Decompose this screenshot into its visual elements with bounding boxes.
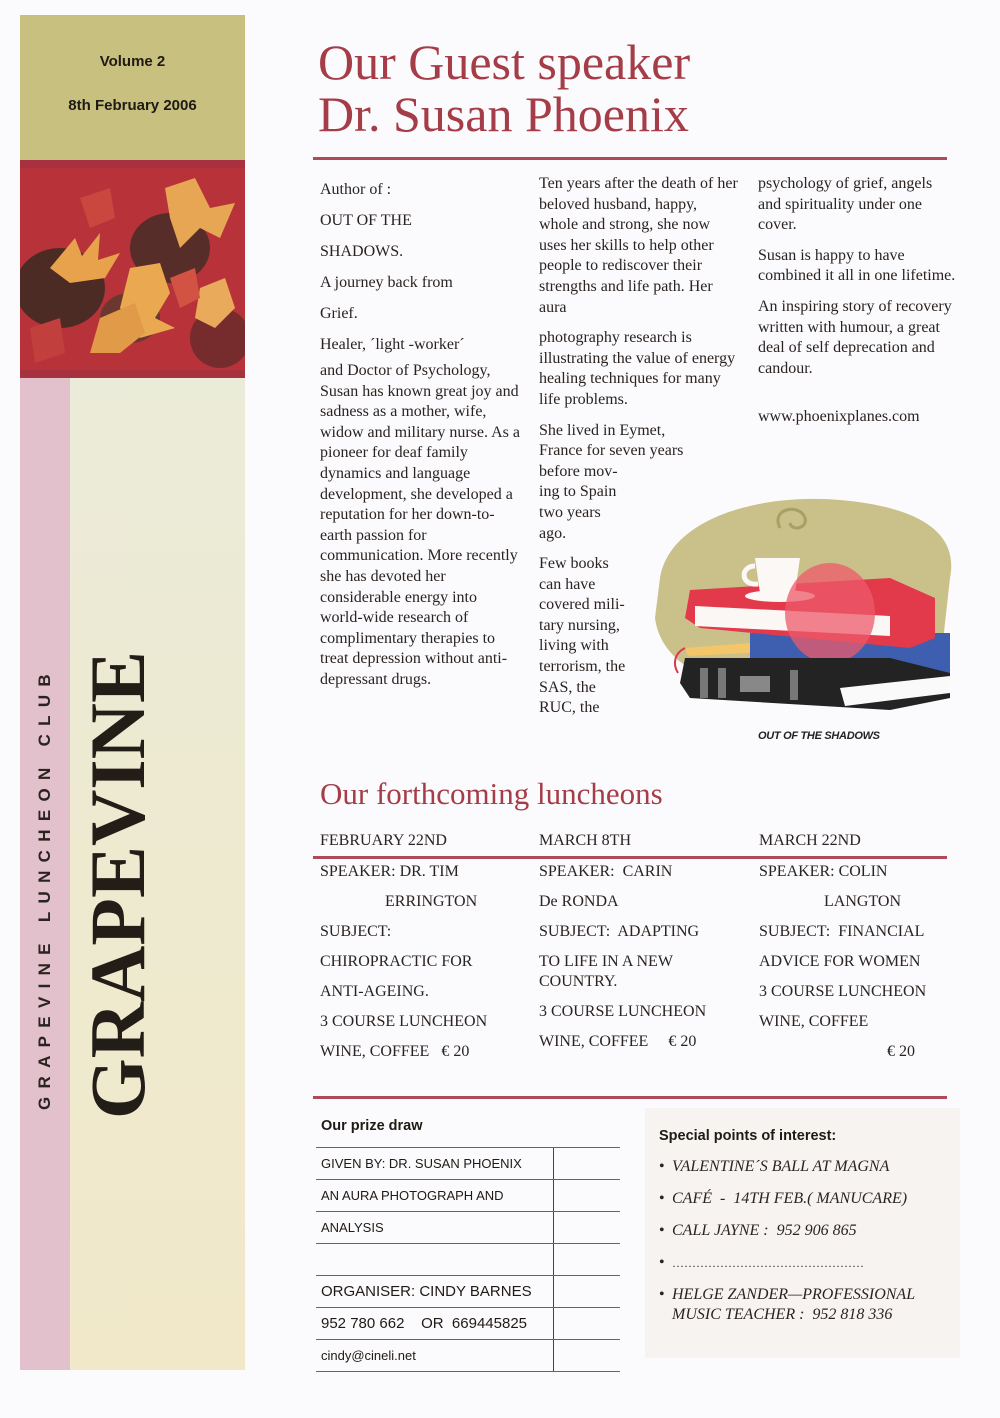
headline-line-1: Our Guest speaker	[318, 34, 691, 90]
issue-date: 8th February 2006	[68, 97, 197, 114]
luncheons-heading: Our forthcoming luncheons	[320, 776, 663, 811]
article-paragraph: An inspiring story of recovery written with humour, a great deal of self deprecation and candour.	[758, 297, 952, 377]
special-points-heading: Special points of interest:	[659, 1128, 837, 1144]
bullet-icon: •	[659, 1286, 665, 1303]
table-row: ANALYSIS	[316, 1212, 620, 1244]
page-title	[318, 36, 690, 140]
article-column-1	[320, 174, 520, 701]
event-date: MARCH 22ND	[759, 832, 861, 849]
event-card-feb-22: SPEAKER: DR. TIM ERRINGTON SUBJECT: CHIROPRACTIC FOR ANTI-AGEING. 3 COURSE LUNCHEON WINE, COFFEE € 20	[320, 863, 488, 1060]
event-card-mar-8: SPEAKER: CARIN De RONDA SUBJECT: ADAPTING TO LIFE IN A NEW COUNTRY. 3 COURSE LUNCHEON WINE, COFFEE € 20	[539, 863, 707, 1050]
list-item: • …………………………………………	[659, 1254, 864, 1271]
table-row: GIVEN BY: DR. SUSAN PHOENIX	[316, 1148, 620, 1180]
bio-paragraph: and Doctor of Psychology, Susan has known great joy and sadness as a mother, wife, widow and military nurse. As a pioneer for deaf family dynamics and language development, she developed a reputation for her down-to-earth passion for communication. More recently she has devoted her considerable energy into world-wide research of complimentary therapies to treat depression without anti-depressant drugs.	[320, 362, 520, 688]
event-card-mar-22: SPEAKER: COLIN LANGTON SUBJECT: FINANCIAL ADVICE FOR WOMEN 3 COURSE LUNCHEON WINE, COFFEE € 20	[759, 863, 927, 1060]
author-of-label: Author of :	[320, 181, 392, 198]
organiser-email[interactable]: cindy@cineli.net	[316, 1340, 554, 1372]
list-item: • HELGE ZANDER—PROFESSIONAL MUSIC TEACHER : 952 818 336	[659, 1286, 919, 1323]
book-title-line-2: SHADOWS.	[320, 243, 404, 260]
table-row	[316, 1244, 620, 1276]
prize-draw-table	[316, 1147, 620, 1372]
bullet-icon: •	[659, 1222, 665, 1239]
article-paragraph: Ten years after the death of her beloved husband, happy, whole and strong, she now uses her skills to help other people to rediscover their strengths and life path. Her aura	[539, 175, 738, 316]
table-row: ORGANISER: CINDY BARNES	[316, 1276, 620, 1308]
luncheons-divider	[313, 856, 947, 859]
book-subtitle-line-1: A journey back from	[320, 274, 453, 291]
healer-line: Healer, ´light -worker´	[320, 336, 465, 353]
website-link[interactable]: www.phoenixplanes.com	[758, 408, 920, 426]
article-paragraph-few-books: Few books can have covered mili- tary nursing, living with terrorism, the SAS, the RUC, the	[539, 555, 626, 717]
autumn-leaves-image	[20, 168, 245, 370]
club-name-vertical: GRAPEVINE LUNCHEON CLUB	[35, 665, 54, 1111]
bullet-icon: •	[659, 1190, 665, 1207]
volume-label: Volume 2	[99, 53, 166, 70]
bullet-icon: •	[659, 1254, 665, 1271]
event-date: MARCH 8TH	[539, 832, 632, 849]
speaker-surname: ERRINGTON	[385, 893, 478, 910]
event-date: FEBRUARY 22ND	[320, 832, 447, 849]
article-paragraph: psychology of grief, angels and spirituality under one cover.	[758, 175, 933, 234]
book-illustration	[640, 488, 960, 718]
list-item: • CAFÉ - 14TH FEB.( MANUCARE)	[659, 1190, 908, 1207]
article-column-3	[758, 174, 958, 438]
table-row: AN AURA PHOTOGRAPH AND	[316, 1180, 620, 1212]
section-divider	[313, 1096, 947, 1099]
book-title-line-1: OUT OF THE	[320, 212, 412, 229]
table-row	[316, 1340, 620, 1372]
article-paragraph: Susan is happy to have combined it all in one lifetime.	[758, 246, 956, 285]
autumn-leaves-icon	[20, 168, 245, 370]
article-paragraph: photography research is illustrating the value of energy healing techniques for many life problems.	[539, 329, 736, 408]
list-item: • VALENTINE´S BALL AT MAGNA	[659, 1158, 890, 1175]
list-item: • CALL JAYNE : 952 906 865	[659, 1222, 857, 1239]
special-points-list	[659, 1157, 959, 1337]
book-subtitle-line-2: Grief.	[320, 305, 358, 322]
masthead-title: GRAPEVINE	[74, 650, 161, 1120]
bullet-icon: •	[659, 1158, 665, 1175]
prize-draw-heading: Our prize draw	[321, 1118, 423, 1134]
article-paragraph-eymet: She lived in Eymet, France for seven years before mov- ing to Spain two years ago.	[539, 421, 684, 542]
sidebar-header-panel	[20, 15, 245, 161]
headline-divider	[313, 157, 947, 160]
table-row: 952 780 662 OR 669445825	[316, 1308, 620, 1340]
illustration-caption: OUT OF THE SHADOWS	[758, 730, 880, 742]
headline-line-2: Dr. Susan Phoenix	[318, 86, 689, 142]
book-stack-teacup-icon	[640, 488, 960, 718]
